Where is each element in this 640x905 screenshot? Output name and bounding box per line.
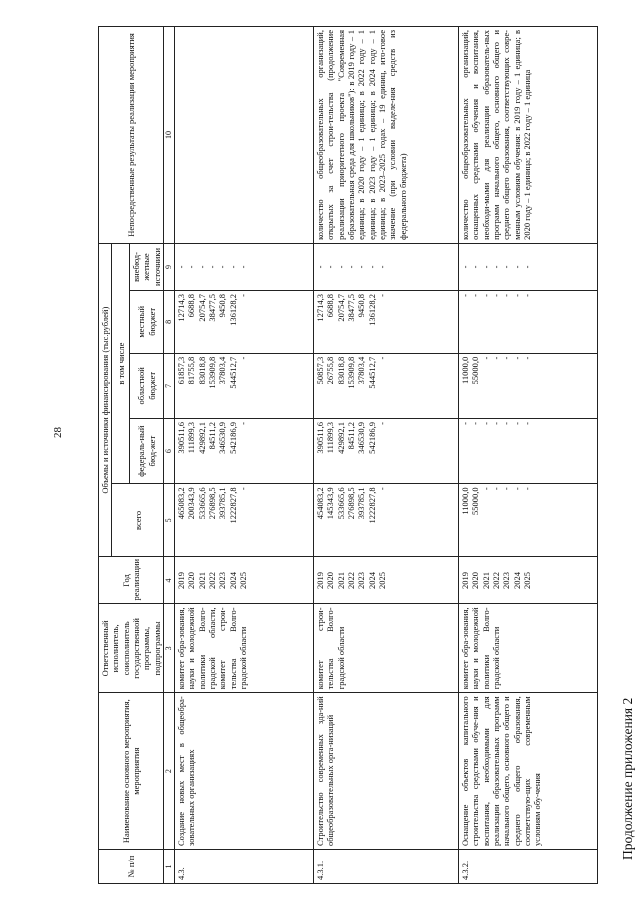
extrabudget-amount-value: - xyxy=(501,265,512,269)
col-number: 10 xyxy=(164,27,175,244)
local-amount-value: 12714,3 xyxy=(175,293,186,322)
regional-amount-cell xyxy=(313,353,458,418)
total-amount-value: 55000,0 xyxy=(470,487,481,515)
header-name: Наименование основного мероприятия, мероприятия xyxy=(99,693,164,850)
federal-amount-value: - xyxy=(511,422,522,425)
col-number: 2 xyxy=(164,693,175,850)
header-extrabudget: внебюд-жетные источники xyxy=(130,243,164,290)
local-amount-value: 20754,7 xyxy=(196,293,207,322)
result-text-cell: количество общеобразовательных организаций, открытых за счет строи-тельства (продолжение реализации приоритетного проекта "Современная образовательная среда для школьников"): в 2019 году – 1 единица; в 2020 году – 1 единица; в 2022 году – 1 единица; в 2023 году – 1 единица; в 2024 году – 1 единица; в 2023–2025 годах – 19 единиц, ито-говое значение (при условии выделе-ния средств из федерального бюджета) xyxy=(313,27,458,244)
table-row xyxy=(313,27,458,884)
years-value: 2020 xyxy=(470,571,481,589)
extrabudget-amount-value: - xyxy=(217,265,228,269)
extrabudget-amount-value: - xyxy=(511,265,522,269)
local-amount-value: 12714,3 xyxy=(314,293,325,322)
federal-amount-value: 429892,1 xyxy=(196,422,207,454)
local-amount-value: - xyxy=(501,293,512,297)
extrabudget-amount-value: - xyxy=(196,265,207,269)
total-amount-value: - xyxy=(490,487,501,491)
federal-amount-value: - xyxy=(480,422,491,425)
federal-amount-value: 390511,6 xyxy=(314,422,325,454)
rotated-table-container xyxy=(98,26,598,884)
regional-amount-value: 83018,8 xyxy=(335,356,346,385)
years-value: 2021 xyxy=(480,571,491,589)
federal-amount-value: - xyxy=(459,422,470,425)
years-value: 2025 xyxy=(377,571,388,589)
federal-amount-value: 542186,9 xyxy=(366,422,377,454)
table-body xyxy=(174,27,597,884)
extrabudget-amount-value: - xyxy=(227,265,238,269)
years-value: 2021 xyxy=(196,571,207,589)
local-amount-value: - xyxy=(377,293,388,297)
federal-amount-value: 84511,2 xyxy=(345,422,356,450)
federal-amount-value: 542186,9 xyxy=(227,422,238,454)
regional-amount-value: 153909,8 xyxy=(206,356,217,389)
years-value: 2019 xyxy=(175,571,186,589)
extrabudget-amount-cell xyxy=(458,243,597,290)
local-amount-value: 9450,8 xyxy=(217,293,228,318)
total-amount-value: - xyxy=(480,487,491,491)
regional-amount-value: 544512,7 xyxy=(366,356,377,389)
total-amount-value: - xyxy=(511,487,522,491)
federal-amount-cell xyxy=(174,419,313,484)
header-funding: Объемы и источники финансирования (тыс.рублей) xyxy=(99,243,112,557)
total-amount-value: 393785,1 xyxy=(217,487,228,520)
local-amount-value: 136128,2 xyxy=(227,293,238,326)
federal-amount-value: 390511,6 xyxy=(175,422,186,454)
extrabudget-amount-value: - xyxy=(314,265,325,269)
regional-amount-value: - xyxy=(490,356,501,360)
years-cell xyxy=(313,557,458,604)
table-row xyxy=(458,27,597,884)
header-year: Год реализации xyxy=(99,557,164,604)
years-value: 2022 xyxy=(345,571,356,589)
extrabudget-amount-value: - xyxy=(335,265,346,269)
activity-name-cell: Строительство современных зда-ний общеобразовательных орга-низаций xyxy=(313,693,458,850)
page-number: 28 xyxy=(52,427,64,438)
extrabudget-amount-value: - xyxy=(522,265,533,269)
total-amount-value: - xyxy=(501,487,512,491)
regional-amount-value: 83018,8 xyxy=(196,356,207,385)
col-number: 4 xyxy=(164,557,175,604)
extrabudget-amount-value: - xyxy=(206,265,217,269)
col-number: 3 xyxy=(164,604,175,693)
local-amount-value: - xyxy=(490,293,501,297)
local-amount-value: 38477,5 xyxy=(206,293,217,322)
federal-amount-value: 429892,1 xyxy=(335,422,346,454)
years-value: 2024 xyxy=(227,571,238,589)
total-amount-value: 11000,0 xyxy=(459,487,470,515)
extrabudget-amount-cell xyxy=(174,243,313,290)
years-value: 2024 xyxy=(366,571,377,589)
years-value: 2023 xyxy=(217,571,228,589)
activity-name-cell: Оснащение объектов капитального строительства средствами обуче-ния и воспитания, необходимыми для реализации образовательных программ начального общего, основного общего и среднего общего образования, соответствую-щих современным условиям обу-чения xyxy=(458,693,597,850)
regional-amount-cell xyxy=(458,353,597,418)
regional-amount-value: - xyxy=(501,356,512,360)
federal-amount-value: - xyxy=(470,422,481,425)
row-number-cell: 4.3. xyxy=(174,850,313,884)
total-amount-value: 533665,6 xyxy=(196,487,207,520)
local-amount-value: - xyxy=(459,293,470,297)
executor-cell: комитет обра-зования, науки и молодежной политики Волго-градской области xyxy=(458,604,597,693)
extrabudget-amount-cell xyxy=(313,243,458,290)
col-number: 7 xyxy=(164,353,175,418)
local-amount-value: - xyxy=(511,293,522,297)
total-amount-value: - xyxy=(522,487,533,491)
years-value: 2021 xyxy=(335,571,346,589)
extrabudget-amount-value: - xyxy=(356,265,367,269)
local-amount-value: 136128,2 xyxy=(366,293,377,326)
years-value: 2019 xyxy=(314,571,325,589)
years-cell xyxy=(174,557,313,604)
federal-amount-cell xyxy=(458,419,597,484)
years-value: 2022 xyxy=(490,571,501,589)
federal-amount-value: 111899,3 xyxy=(186,422,197,454)
col-number: 1 xyxy=(164,850,175,884)
result-text-cell xyxy=(174,27,313,244)
extrabudget-amount-value: - xyxy=(345,265,356,269)
years-value: 2025 xyxy=(238,571,249,589)
local-amount-value: - xyxy=(522,293,533,297)
regional-amount-value: 37803,4 xyxy=(217,356,228,385)
column-numbers-row xyxy=(164,27,175,884)
header-federal: федераль-ный бюд-жет xyxy=(130,419,164,484)
federal-amount-value: 346530,9 xyxy=(356,422,367,454)
row-number-cell: 4.3.1. xyxy=(313,850,458,884)
total-amount-value: - xyxy=(238,487,249,491)
header-executor: Ответственный исполнитель, соисполнитель государственной программы, подпрограммы xyxy=(99,604,164,693)
activity-name-cell: Создание новых мест в общеобра-зовательных организациях xyxy=(174,693,313,850)
total-amount-value: 465083,2 xyxy=(175,487,186,520)
years-value: 2022 xyxy=(206,571,217,589)
table-header xyxy=(99,27,175,884)
header-number: № п/п xyxy=(99,850,164,884)
regional-amount-value: 26755,8 xyxy=(325,356,336,385)
header-total: всего xyxy=(112,484,164,557)
years-value: 2020 xyxy=(186,571,197,589)
table-row xyxy=(174,27,313,884)
total-amount-value: - xyxy=(377,487,388,491)
header-result: Непосредственные результаты реализации мероприятия xyxy=(99,27,164,244)
years-value: 2023 xyxy=(501,571,512,589)
extrabudget-amount-value: - xyxy=(175,265,186,269)
header-regional: областной бюджет xyxy=(130,353,164,418)
total-amount-value: 200343,9 xyxy=(186,487,197,520)
federal-amount-value: - xyxy=(377,422,388,425)
extrabudget-amount-value: - xyxy=(490,265,501,269)
local-amount-value: 20754,7 xyxy=(335,293,346,322)
total-amount-value: 1222827,8 xyxy=(366,487,377,524)
regional-amount-value: 11000,0 xyxy=(459,356,470,384)
col-number: 8 xyxy=(164,290,175,353)
total-amount-value: 276898,5 xyxy=(206,487,217,520)
program-table xyxy=(98,26,598,884)
extrabudget-amount-value: - xyxy=(238,265,249,269)
regional-amount-value: 55000,0 xyxy=(470,356,481,385)
regional-amount-value: - xyxy=(522,356,533,360)
total-amount-value: 533665,6 xyxy=(335,487,346,520)
extrabudget-amount-value: - xyxy=(470,265,481,269)
extrabudget-amount-value: - xyxy=(377,265,388,269)
regional-amount-value: - xyxy=(511,356,522,360)
extrabudget-amount-value: - xyxy=(366,265,377,269)
total-amount-cell xyxy=(458,484,597,557)
total-amount-cell xyxy=(313,484,458,557)
local-amount-cell xyxy=(458,290,597,353)
federal-amount-value: - xyxy=(490,422,501,425)
extrabudget-amount-value: - xyxy=(325,265,336,269)
local-amount-cell xyxy=(313,290,458,353)
total-amount-value: 1222827,8 xyxy=(227,487,238,524)
regional-amount-value: 61857,3 xyxy=(175,356,186,385)
local-amount-value: - xyxy=(238,293,249,297)
total-amount-cell xyxy=(174,484,313,557)
local-amount-value: 6688,8 xyxy=(186,293,197,318)
row-number-cell: 4.3.2. xyxy=(458,850,597,884)
total-amount-value: 393785,1 xyxy=(356,487,367,520)
regional-amount-value: 50857,3 xyxy=(314,356,325,385)
federal-amount-cell xyxy=(313,419,458,484)
total-amount-value: 454083,2 xyxy=(314,487,325,520)
federal-amount-value: - xyxy=(522,422,533,425)
years-cell xyxy=(458,557,597,604)
federal-amount-value: - xyxy=(501,422,512,425)
executor-cell: комитет строи-тельства Волго-градской области xyxy=(313,604,458,693)
years-value: 2023 xyxy=(356,571,367,589)
regional-amount-value: - xyxy=(238,356,249,360)
regional-amount-value: 544512,7 xyxy=(227,356,238,389)
local-amount-cell xyxy=(174,290,313,353)
local-amount-value: - xyxy=(470,293,481,297)
col-number: 9 xyxy=(164,243,175,290)
continuation-title: Продолжение приложения 2 xyxy=(620,697,635,860)
total-amount-value: 145343,9 xyxy=(325,487,336,520)
regional-amount-value: - xyxy=(480,356,491,360)
local-amount-value: - xyxy=(480,293,491,297)
col-number: 6 xyxy=(164,419,175,484)
years-value: 2019 xyxy=(459,571,470,589)
federal-amount-value: 346530,9 xyxy=(217,422,228,454)
regional-amount-cell xyxy=(174,353,313,418)
extrabudget-amount-value: - xyxy=(480,265,491,269)
executor-cell: комитет обра-зования, науки и молодежной политики Волго-градской области, комитет строи-тельства Волго-градской области xyxy=(174,604,313,693)
federal-amount-value: - xyxy=(238,422,249,425)
federal-amount-value: 111899,3 xyxy=(325,422,336,454)
result-text-cell: количество общеобразовательных организаций, оснащенных средствами обучения и воспитания, необходи-мыми для реализации образователь-ных программ начального общего, основного общего и среднего общего образования, соответствующих совре-менным условиям обучения: в 2019 году – 1 единица; в 2020 году – 1 единица; в 2022 году – 1 единица xyxy=(458,27,597,244)
local-amount-value: 38477,5 xyxy=(345,293,356,322)
federal-amount-value: 84511,2 xyxy=(206,422,217,450)
header-including: в том числе xyxy=(112,243,130,483)
extrabudget-amount-value: - xyxy=(459,265,470,269)
regional-amount-value: - xyxy=(377,356,388,360)
col-number: 5 xyxy=(164,484,175,557)
extrabudget-amount-value: - xyxy=(186,265,197,269)
local-amount-value: 9450,8 xyxy=(356,293,367,318)
regional-amount-value: 37803,4 xyxy=(356,356,367,385)
local-amount-value: 6688,8 xyxy=(325,293,336,318)
total-amount-value: 276898,5 xyxy=(345,487,356,520)
regional-amount-value: 81755,8 xyxy=(186,356,197,385)
regional-amount-value: 153909,8 xyxy=(345,356,356,389)
years-value: 2020 xyxy=(325,571,336,589)
years-value: 2025 xyxy=(522,571,533,589)
years-value: 2024 xyxy=(511,571,522,589)
header-local: местный бюджет xyxy=(130,290,164,353)
